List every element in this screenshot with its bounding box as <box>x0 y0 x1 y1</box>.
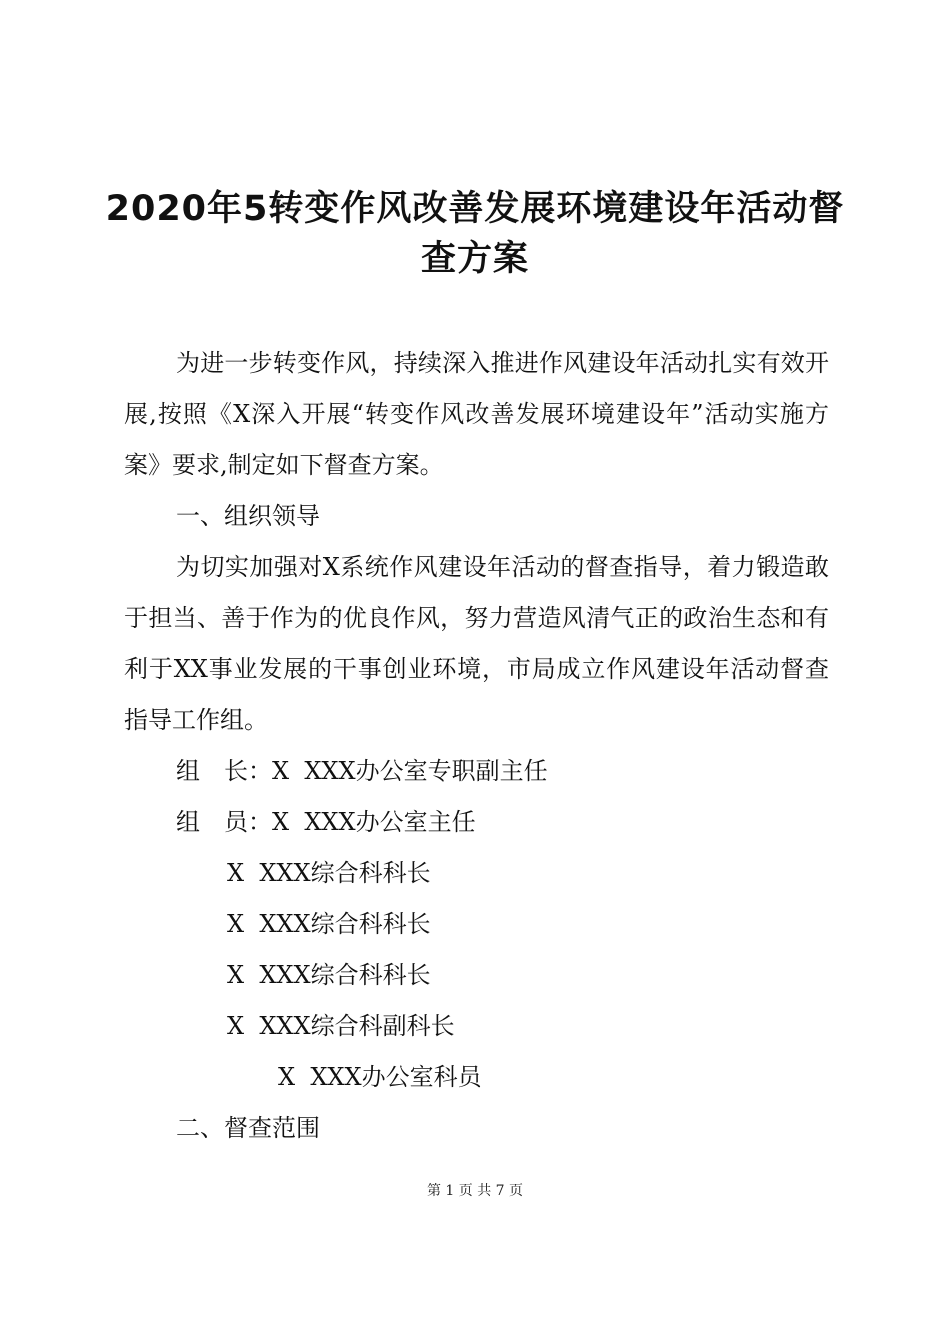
section-1-heading: 一、组织领导 <box>176 502 320 530</box>
section-2-heading: 二、督查范围 <box>176 1114 320 1142</box>
section-1-paragraph: 为切实加强对X系统作风建设年活动的督查指导，着力锻造敢于担当、善于作为的优良作风，努力营造风清气正的政治生态和有利于XX事业发展的干事创业环境，市局成立作风建设年活动督查指导工作组。 <box>124 553 829 734</box>
member-item-last: X XXX办公室科员 <box>278 1063 482 1091</box>
page-number-label: 第 1 页 共 7 页 <box>426 1183 524 1199</box>
member-item: X XXX综合科科长 <box>227 961 431 989</box>
member-item: X XXX综合科副科长 <box>227 1012 455 1040</box>
member-item: X XXX综合科科长 <box>227 859 431 887</box>
title-line-2: 查方案 <box>420 239 529 279</box>
member-line: 组 员：X XXX办公室主任 <box>176 808 476 836</box>
leader-line: 组 长：X XXX办公室专职副主任 <box>176 757 548 785</box>
title-line-1: 2020年5转变作风改善发展环境建设年活动督 <box>105 189 845 229</box>
member-item: X XXX综合科科长 <box>227 910 431 938</box>
intro-paragraph: 为进一步转变作风，持续深入推进作风建设年活动扎实有效开展,按照《X深入开展“转变作风改善发展环境建设年”活动实施方案》要求,制定如下督查方案。 <box>124 349 829 479</box>
document-body <box>124 338 829 1154</box>
page-footer <box>0 1180 950 1200</box>
document-title <box>100 184 850 284</box>
